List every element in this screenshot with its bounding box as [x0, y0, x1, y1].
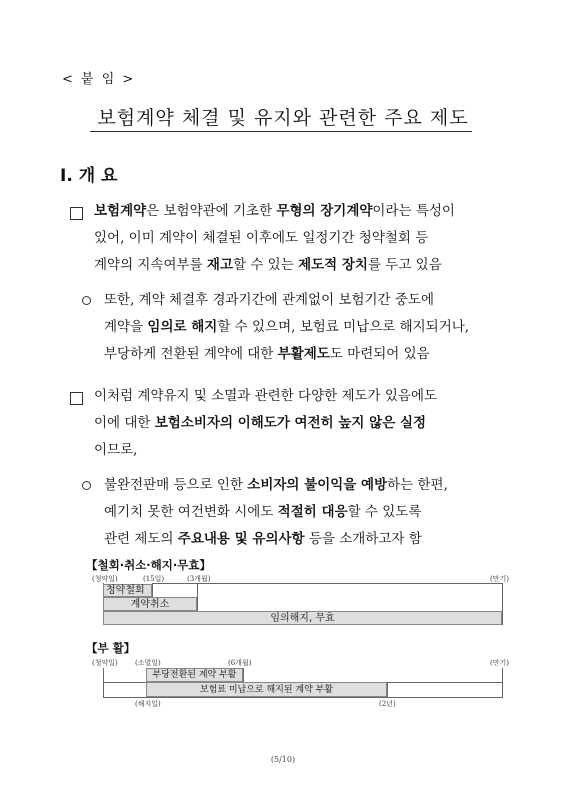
chart1-bar-withdrawal: 청약철회: [103, 584, 152, 597]
attachment-label: < 붙 임 >: [62, 72, 136, 87]
chart2-label-6months: (6개월): [228, 659, 252, 667]
chart1-label-maturity: (만기): [490, 575, 509, 583]
timeline-marker: [243, 668, 244, 682]
chart1-bar-cancellation: 계약취소: [103, 597, 197, 611]
chart1-label-3months: (3개월): [187, 575, 211, 583]
page-number: (5/10): [270, 755, 296, 764]
chart2-label-lapse: (소멸일): [135, 659, 161, 667]
chart2-bar-converted: 부당전환된 계약 부활: [146, 668, 243, 682]
timeline-marker: [502, 583, 503, 625]
emphasis-text: 제도적 장치: [298, 257, 368, 273]
paragraph-4: 불완전판매 등으로 인한 소비자의 불이익을 예방하는 한편, 예기치 못한 여건변화 시에도 적절히 대응할 수 있도록 관련 제도의 주요내용 및 유의사항 등을 소개하고자 함: [104, 477, 448, 547]
chart1-bar-termination: 임의해지, 무효: [103, 611, 502, 625]
emphasis-text: 무형의 장기계약: [276, 203, 373, 219]
square-bullet-icon: [70, 207, 83, 220]
emphasis-text: 임의로 해지: [147, 319, 218, 335]
timeline-marker: [502, 668, 503, 698]
emphasis-text: 소비자의 불이익을 예방: [247, 477, 388, 493]
chart1-label-15days: (15일): [143, 575, 165, 583]
chart2-label-subscription: (청약일): [92, 659, 118, 667]
chart2-label-2years: (2년): [379, 700, 396, 708]
chart1-title: 【철회·취소·해지·무효】: [86, 558, 211, 572]
title-underline: [90, 131, 472, 132]
emphasis-text: 적절히 대응: [277, 504, 348, 520]
circle-bullet-icon: [82, 296, 91, 305]
chart2-title: 【부 활】: [86, 641, 136, 655]
emphasis-text: 재고: [206, 257, 234, 273]
paragraph-2: 또한, 계약 체결후 경과기간에 관계없이 보험기간 중도에 계약을 임의로 해지할 수 있으며, 보험료 미납으로 해지되거나, 부당하게 전환된 계약에 대한 부활제도도 마련되어 있음: [104, 292, 470, 362]
chart2-label-termination: (해지일): [135, 700, 161, 708]
section-heading: Ⅰ. 개 요: [60, 166, 118, 186]
timeline-marker: [103, 668, 104, 698]
emphasis-text: 보험계약: [94, 203, 147, 219]
paragraph-1: 보험계약은 보험약관에 기초한 무형의 장기계약이라는 특성이 있어, 이미 계약이 체결된 이후에도 일정기간 청약철회 등 계약의 지속여부를 재고할 수 있는 제도적 장치를 두고 있음: [94, 203, 455, 273]
circle-bullet-icon: [82, 481, 91, 490]
emphasis-text: 부활제도: [277, 346, 330, 362]
chart2-label-maturity: (만기): [490, 659, 509, 667]
timeline-marker: [387, 682, 388, 698]
timeline-marker: [197, 583, 198, 611]
timeline-axis: [103, 697, 502, 698]
timeline-axis: [152, 583, 502, 584]
document-title: 보험계약 체결 및 유지와 관련한 주요 제도: [97, 107, 469, 129]
emphasis-text: 보험소비자의 이해도가 여전히 높지 않은 실정: [154, 415, 427, 431]
chart1-label-subscription: (청약일): [92, 575, 118, 583]
chart2-bar-lapsed: 보험료 미납으로 해지된 계약 부활: [146, 682, 387, 697]
timeline-marker: [152, 583, 153, 597]
paragraph-3: 이처럼 계약유지 및 소멸과 관련한 다양한 제도가 있음에도 이에 대한 보험소비자의 이해도가 여전히 높지 않은 실정 이므로,: [94, 388, 438, 458]
emphasis-text: 주요내용 및 유의사항: [177, 531, 305, 547]
square-bullet-icon: [70, 392, 83, 405]
